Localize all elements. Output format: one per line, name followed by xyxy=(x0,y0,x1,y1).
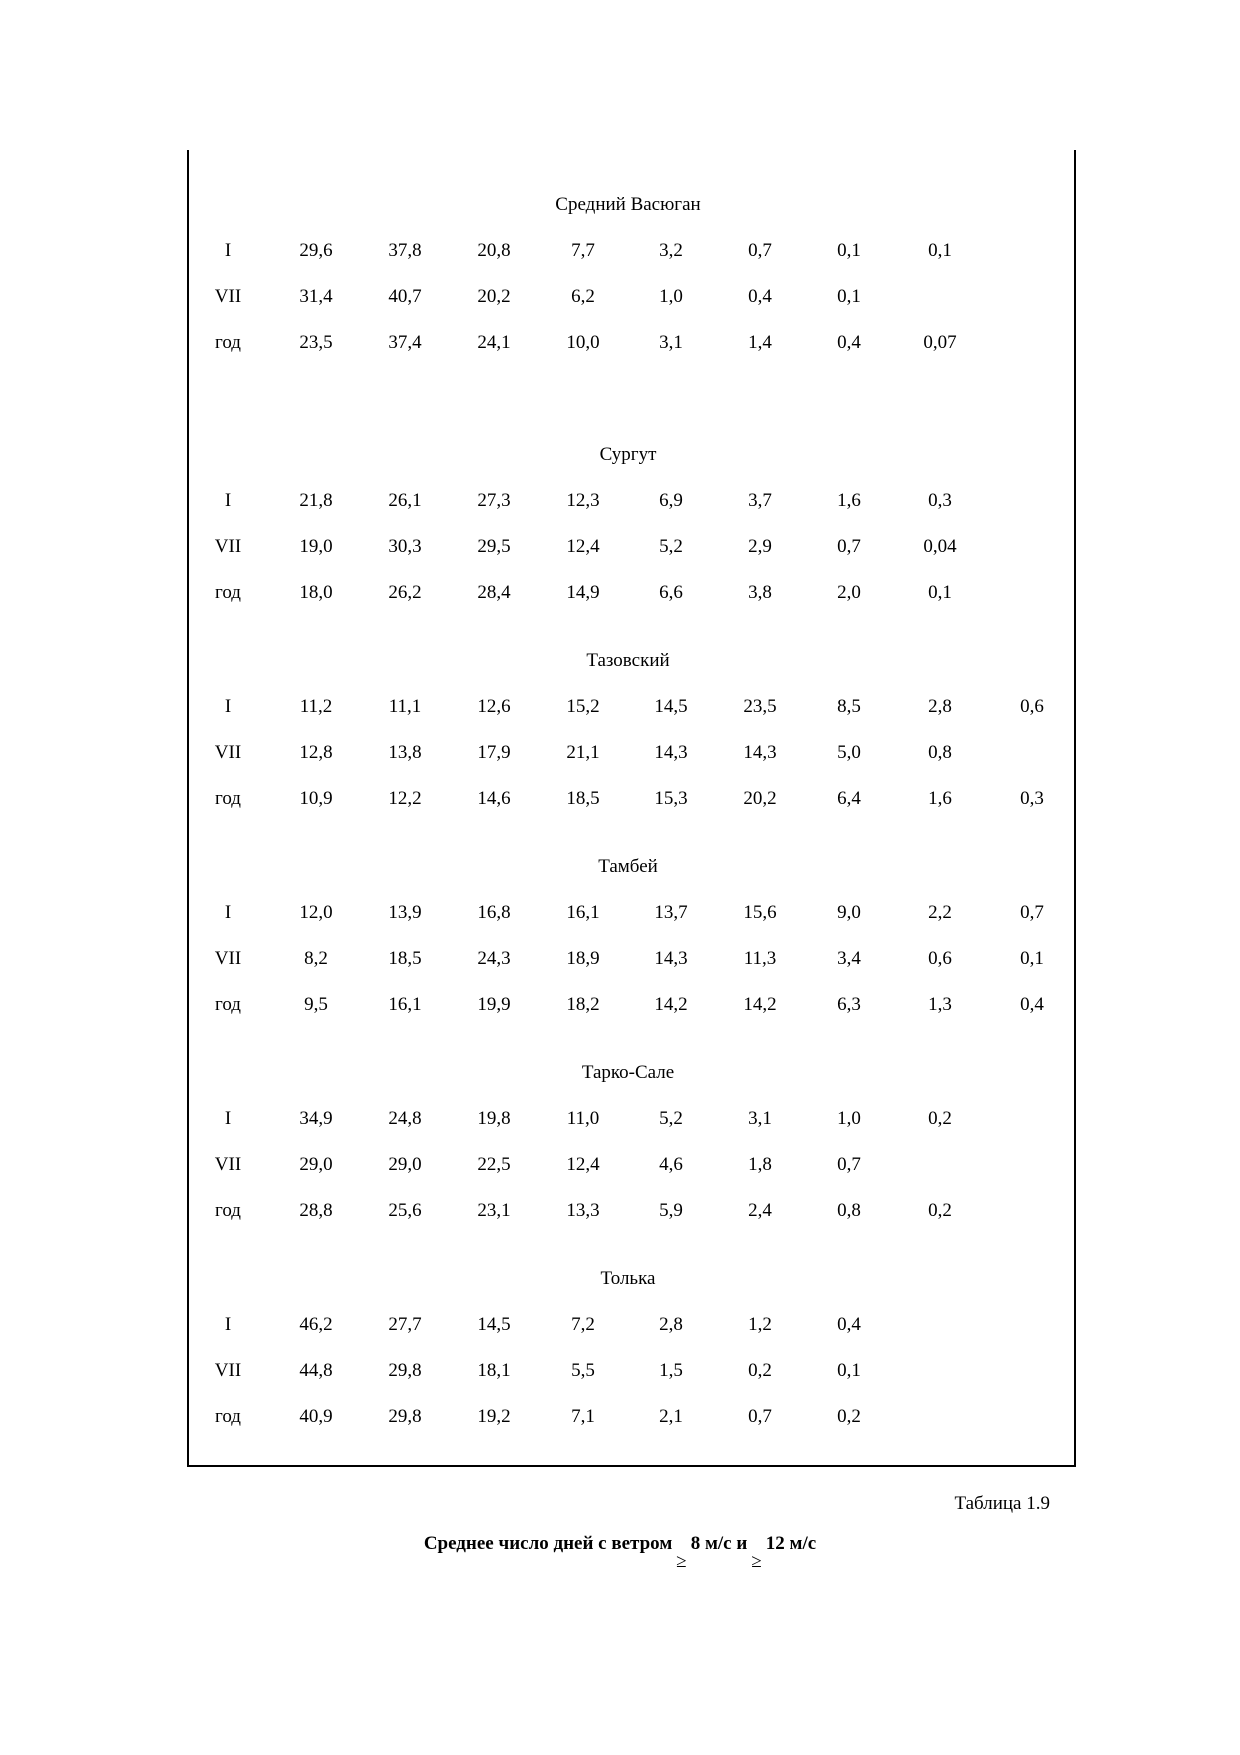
table-cell: 19,0 xyxy=(299,536,333,557)
station-title: Толька xyxy=(600,1268,656,1289)
table-cell: 20,8 xyxy=(477,240,511,261)
table-cell: 29,8 xyxy=(388,1406,422,1427)
table-cell: 3,1 xyxy=(748,1108,772,1129)
row-period: VII xyxy=(214,1154,242,1175)
table-cell: 0,4 xyxy=(837,1314,861,1335)
table-cell: 12,3 xyxy=(566,490,600,511)
table-cell: 1,4 xyxy=(748,332,772,353)
table-cell: 0,7 xyxy=(748,240,772,261)
station-title: Сургут xyxy=(599,444,657,465)
table-cell: 3,4 xyxy=(837,948,861,969)
table-cell: 18,9 xyxy=(566,948,600,969)
table-cell: 2,1 xyxy=(659,1406,683,1427)
table-cell: 0,6 xyxy=(1020,696,1044,717)
table-cell: 26,2 xyxy=(388,582,422,603)
table-cell: 12,6 xyxy=(477,696,511,717)
table-cell: 0,6 xyxy=(928,948,952,969)
table-cell: 5,2 xyxy=(659,536,683,557)
table-cell: 19,9 xyxy=(477,994,511,1015)
table-cell: 0,8 xyxy=(837,1200,861,1221)
row-period: I xyxy=(224,240,232,261)
table-cell: 27,3 xyxy=(477,490,511,511)
table-cell: 0,04 xyxy=(923,536,957,557)
row-period: год xyxy=(215,788,241,809)
table-cell: 0,4 xyxy=(837,332,861,353)
station-title: Тарко-Сале xyxy=(581,1062,675,1083)
row-period: I xyxy=(224,696,232,717)
table-cell: 14,2 xyxy=(743,994,777,1015)
table-cell: 40,9 xyxy=(299,1406,333,1427)
table-cell: 4,6 xyxy=(659,1154,683,1175)
table-cell: 28,4 xyxy=(477,582,511,603)
table-cell: 1,8 xyxy=(748,1154,772,1175)
table-cell: 15,2 xyxy=(566,696,600,717)
table-cell: 13,3 xyxy=(566,1200,600,1221)
table-cell: 0,4 xyxy=(748,286,772,307)
table-cell: 18,5 xyxy=(566,788,600,809)
table-cell: 14,3 xyxy=(743,742,777,763)
table-cell: 23,5 xyxy=(743,696,777,717)
row-period: год xyxy=(215,1406,241,1427)
table-cell: 16,8 xyxy=(477,902,511,923)
row-period: I xyxy=(224,1108,232,1129)
table-cell: 18,2 xyxy=(566,994,600,1015)
table-title xyxy=(0,1533,1240,1572)
table-cell: 19,8 xyxy=(477,1108,511,1129)
table-cell: 3,7 xyxy=(748,490,772,511)
row-period: I xyxy=(224,1314,232,1335)
table-cell: 5,0 xyxy=(837,742,861,763)
table-cell: 40,7 xyxy=(388,286,422,307)
table-cell: 3,2 xyxy=(659,240,683,261)
table-cell: 13,7 xyxy=(654,902,688,923)
table-cell: 15,3 xyxy=(654,788,688,809)
row-period: I xyxy=(224,490,232,511)
table-cell: 1,5 xyxy=(659,1360,683,1381)
title-part-2: 8 м/с и xyxy=(690,1533,748,1554)
table-cell: 17,9 xyxy=(477,742,511,763)
table-cell: 14,9 xyxy=(566,582,600,603)
table-cell: 13,9 xyxy=(388,902,422,923)
table-cell: 18,5 xyxy=(388,948,422,969)
station-title: Средний Васюган xyxy=(555,194,701,215)
table-cell: 3,1 xyxy=(659,332,683,353)
table-cell: 6,3 xyxy=(837,994,861,1015)
table-cell: 22,5 xyxy=(477,1154,511,1175)
table-cell: 2,8 xyxy=(659,1314,683,1335)
table-cell: 0,1 xyxy=(837,286,861,307)
table-cell: 6,4 xyxy=(837,788,861,809)
table-cell: 7,1 xyxy=(571,1406,595,1427)
row-period: VII xyxy=(214,742,242,763)
table-cell: 6,9 xyxy=(659,490,683,511)
table-cell: 0,1 xyxy=(1020,948,1044,969)
table-cell: 29,0 xyxy=(299,1154,333,1175)
table-cell: 0,1 xyxy=(928,582,952,603)
table-cell: 12,2 xyxy=(388,788,422,809)
table-cell: 9,0 xyxy=(837,902,861,923)
table-cell: 14,2 xyxy=(654,994,688,1015)
table-cell: 15,6 xyxy=(743,902,777,923)
table-cell: 0,2 xyxy=(928,1200,952,1221)
table-cell: 25,6 xyxy=(388,1200,422,1221)
table-cell: 23,5 xyxy=(299,332,333,353)
table-cell: 21,8 xyxy=(299,490,333,511)
row-period: VII xyxy=(214,536,242,557)
ge-symbol-1: ≥ xyxy=(676,1551,687,1572)
row-period: VII xyxy=(214,948,242,969)
title-part-3: 12 м/с xyxy=(765,1533,817,1554)
table-cell: 0,2 xyxy=(837,1406,861,1427)
table-cell: 0,1 xyxy=(837,1360,861,1381)
table-cell: 8,2 xyxy=(304,948,328,969)
table-cell: 2,8 xyxy=(928,696,952,717)
table-cell: 24,8 xyxy=(388,1108,422,1129)
table-cell: 13,8 xyxy=(388,742,422,763)
table-cell: 1,0 xyxy=(659,286,683,307)
table-cell: 2,9 xyxy=(748,536,772,557)
table-cell: 29,5 xyxy=(477,536,511,557)
table-cell: 0,07 xyxy=(923,332,957,353)
table-cell: 30,3 xyxy=(388,536,422,557)
table-label: Таблица 1.9 xyxy=(954,1493,1050,1514)
table-cell: 10,9 xyxy=(299,788,333,809)
table-cell: 27,7 xyxy=(388,1314,422,1335)
table-cell: 46,2 xyxy=(299,1314,333,1335)
row-period: год xyxy=(215,332,241,353)
ge-symbol-2: ≥ xyxy=(751,1551,762,1572)
row-period: год xyxy=(215,582,241,603)
table-cell: 0,3 xyxy=(1020,788,1044,809)
table-cell: 21,1 xyxy=(566,742,600,763)
table-cell: 31,4 xyxy=(299,286,333,307)
table-cell: 34,9 xyxy=(299,1108,333,1129)
table-cell: 7,7 xyxy=(571,240,595,261)
table-cell: 6,6 xyxy=(659,582,683,603)
title-part-1: Среднее число дней с ветром xyxy=(423,1533,673,1554)
table-cell: 1,3 xyxy=(928,994,952,1015)
table-cell: 0,7 xyxy=(837,1154,861,1175)
table-cell: 19,2 xyxy=(477,1406,511,1427)
table-cell: 20,2 xyxy=(477,286,511,307)
row-period: год xyxy=(215,1200,241,1221)
table-cell: 2,2 xyxy=(928,902,952,923)
table-cell: 11,3 xyxy=(743,948,777,969)
table-cell: 0,8 xyxy=(928,742,952,763)
table-cell: 1,0 xyxy=(837,1108,861,1129)
row-period: VII xyxy=(214,286,242,307)
table-cell: 29,6 xyxy=(299,240,333,261)
table-cell: 29,8 xyxy=(388,1360,422,1381)
table-cell: 0,1 xyxy=(928,240,952,261)
table-cell: 1,6 xyxy=(928,788,952,809)
table-cell: 29,0 xyxy=(388,1154,422,1175)
table-cell: 11,1 xyxy=(388,696,422,717)
row-period: год xyxy=(215,994,241,1015)
table-cell: 37,8 xyxy=(388,240,422,261)
table-cell: 18,1 xyxy=(477,1360,511,1381)
table-cell: 5,9 xyxy=(659,1200,683,1221)
table-cell: 0,7 xyxy=(837,536,861,557)
table-cell: 26,1 xyxy=(388,490,422,511)
table-cell: 3,8 xyxy=(748,582,772,603)
table-cell: 11,0 xyxy=(566,1108,600,1129)
table-cell: 20,2 xyxy=(743,788,777,809)
table-cell: 16,1 xyxy=(388,994,422,1015)
table-cell: 1,6 xyxy=(837,490,861,511)
row-period: VII xyxy=(214,1360,242,1381)
table-cell: 0,2 xyxy=(928,1108,952,1129)
table-cell: 10,0 xyxy=(566,332,600,353)
table-cell: 2,0 xyxy=(837,582,861,603)
table-cell: 5,2 xyxy=(659,1108,683,1129)
table-cell: 0,2 xyxy=(748,1360,772,1381)
station-title: Тазовский xyxy=(586,650,670,671)
table-cell: 44,8 xyxy=(299,1360,333,1381)
table-cell: 14,3 xyxy=(654,948,688,969)
table-cell: 2,4 xyxy=(748,1200,772,1221)
table-cell: 12,8 xyxy=(299,742,333,763)
table-cell: 6,2 xyxy=(571,286,595,307)
table-cell: 5,5 xyxy=(571,1360,595,1381)
table-cell: 0,4 xyxy=(1020,994,1044,1015)
table-cell: 9,5 xyxy=(304,994,328,1015)
table-cell: 0,7 xyxy=(748,1406,772,1427)
table-cell: 8,5 xyxy=(837,696,861,717)
table-cell: 14,3 xyxy=(654,742,688,763)
table-cell: 24,1 xyxy=(477,332,511,353)
table-cell: 1,2 xyxy=(748,1314,772,1335)
table-cell: 14,5 xyxy=(477,1314,511,1335)
station-title: Тамбей xyxy=(598,856,658,877)
table-cell: 18,0 xyxy=(299,582,333,603)
table-cell: 0,3 xyxy=(928,490,952,511)
table-cell: 11,2 xyxy=(299,696,333,717)
table-cell: 16,1 xyxy=(566,902,600,923)
table-cell: 14,5 xyxy=(654,696,688,717)
table-cell: 12,4 xyxy=(566,536,600,557)
table-cell: 12,4 xyxy=(566,1154,600,1175)
table-cell: 0,1 xyxy=(837,240,861,261)
table-cell: 14,6 xyxy=(477,788,511,809)
table-cell: 23,1 xyxy=(477,1200,511,1221)
table-cell: 7,2 xyxy=(571,1314,595,1335)
row-period: I xyxy=(224,902,232,923)
table-cell: 0,7 xyxy=(1020,902,1044,923)
table-cell: 37,4 xyxy=(388,332,422,353)
table-cell: 12,0 xyxy=(299,902,333,923)
table-cell: 24,3 xyxy=(477,948,511,969)
table-cell: 28,8 xyxy=(299,1200,333,1221)
